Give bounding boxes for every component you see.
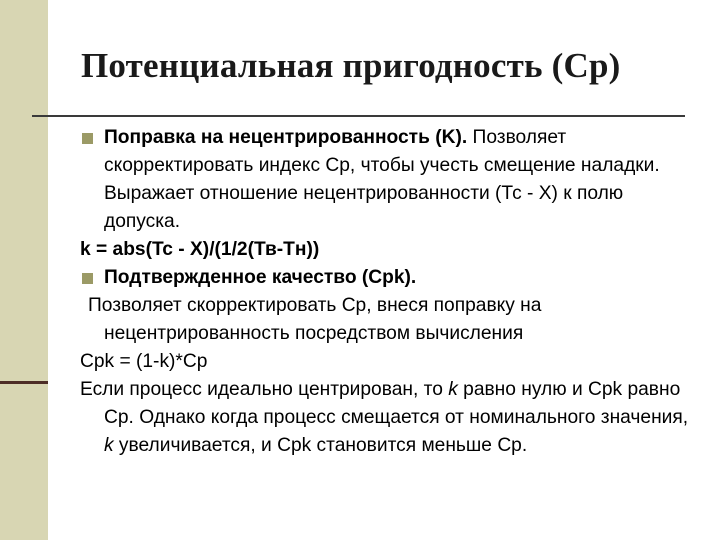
formula-cpk-text: Cpk = (1-k)*Cp (80, 351, 208, 372)
italic-k: k (104, 435, 114, 456)
cp-adjust-text: Позволяет скорректировать Cp, внеся поправку на нецентрированность посредством вычисления (88, 295, 542, 344)
centered-text-part2: равно нулю и Cpk равно Cp. Однако когда процесс смещается от номинального значения, (104, 379, 689, 428)
formula-k (80, 236, 690, 264)
centered-text-part3: увеличивается, и Cpk становится меньше Cp. (113, 435, 528, 456)
correction-heading: Поправка на нецентрированность (K). (104, 127, 468, 148)
paragraph-correction (80, 124, 690, 236)
formula-cpk (80, 348, 690, 376)
slide-title: Потенциальная пригодность (Cp) (81, 46, 621, 85)
square-bullet-icon (82, 273, 93, 284)
centered-text-part1: Если процесс идеально центрирован, то (80, 379, 449, 400)
formula-k-text: k = abs(Tc - X)/(1/2(Тв-Тн)) (80, 239, 320, 260)
paragraph-confirmed-quality (80, 264, 690, 292)
italic-k: k (448, 379, 458, 400)
paragraph-cp-adjust (80, 292, 690, 348)
confirmed-quality-heading: Подтвержденное качество (Cpk). (104, 267, 417, 288)
correction-description: Позволяет скорректировать индекс Cp, чтобы учесть смещение наладки. Выражает отношение нецентрированности (Тс - Х) к полю допуска. (104, 127, 660, 232)
slide-body (80, 124, 690, 460)
square-bullet-icon (82, 133, 93, 144)
left-decorative-bar (0, 0, 48, 540)
left-accent-line (0, 381, 48, 384)
paragraph-centered-process (80, 376, 690, 460)
title-divider (32, 115, 685, 117)
